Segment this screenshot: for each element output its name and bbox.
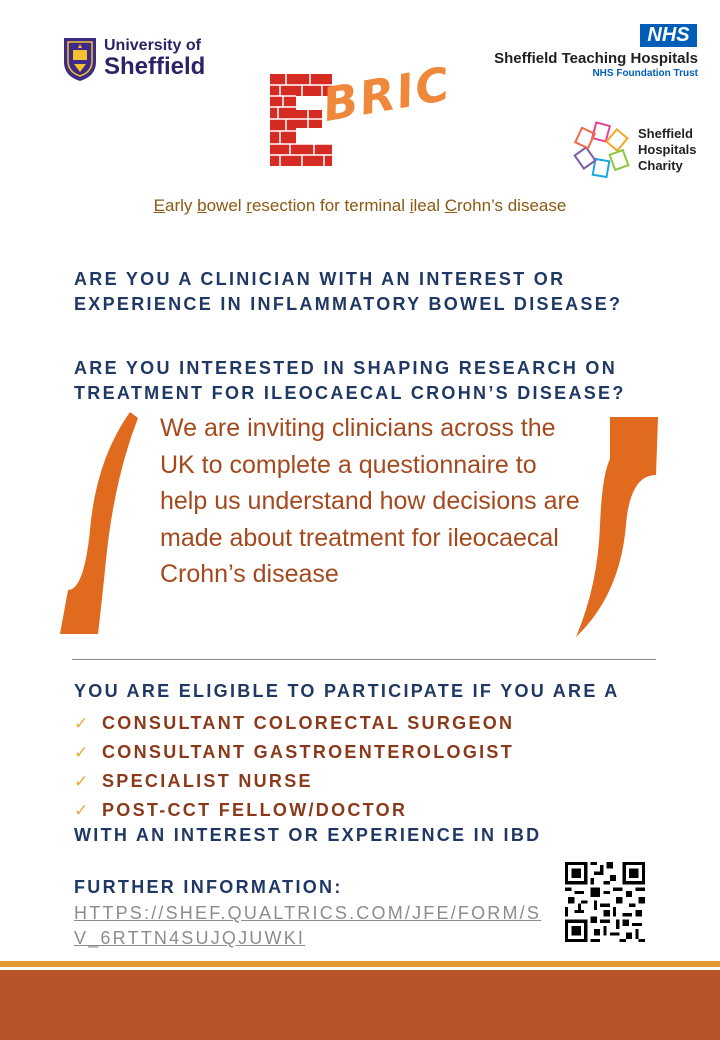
questionnaire-link[interactable]: HTTPS://SHEF.QUALTRICS.COM/JFE/FORM/SV_6RTTN4SUJQJUWKI bbox=[74, 903, 542, 948]
university-line1: University of bbox=[104, 37, 201, 54]
tagline-letter-e: E bbox=[153, 196, 165, 215]
tagline-part: esection for terminal bbox=[251, 196, 410, 215]
tagline-letter-i: i bbox=[409, 196, 414, 215]
ebric-logo bbox=[266, 56, 456, 170]
question-clinician: ARE YOU A CLINICIAN WITH AN INTEREST OR EXPERIENCE IN INFLAMMATORY BOWEL DISEASE? bbox=[74, 269, 623, 314]
study-tagline bbox=[0, 196, 720, 216]
eligibility-item-label: CONSULTANT GASTROENTEROLOGIST bbox=[102, 742, 515, 762]
list-item bbox=[74, 709, 514, 738]
further-info-title: FURTHER INFORMATION: bbox=[74, 877, 343, 897]
tagline-part: leal bbox=[413, 196, 445, 215]
charity-line1: Sheffield bbox=[638, 126, 693, 141]
charity-line2: Hospitals bbox=[638, 142, 697, 157]
checkmark-icon: ✓ bbox=[74, 801, 89, 820]
tagline-letter-c: C bbox=[444, 196, 457, 215]
nhs-trust-name: Sheffield Teaching Hospitals bbox=[494, 50, 698, 67]
nhs-badge: NHS bbox=[640, 24, 697, 47]
nhs-foundation-trust: NHS Foundation Trust bbox=[592, 68, 698, 79]
right-bracket-decoration bbox=[570, 415, 660, 640]
tagline-part: owel bbox=[206, 196, 247, 215]
footer-stripe bbox=[0, 961, 720, 967]
charity-line3: Charity bbox=[638, 158, 683, 173]
tagline-letter-r: r bbox=[246, 196, 252, 215]
qr-code-icon[interactable] bbox=[565, 862, 645, 942]
section-divider bbox=[72, 659, 656, 660]
university-crest-icon bbox=[62, 36, 98, 82]
eligibility-footer: WITH AN INTEREST OR EXPERIENCE IN IBD bbox=[74, 825, 542, 845]
charity-flower-icon bbox=[572, 120, 634, 182]
question-research: ARE YOU INTERESTED IN SHAPING RESEARCH ON TREATMENT FOR ILEOCAECAL CROHN’S DISEASE? bbox=[74, 358, 626, 403]
checkmark-icon: ✓ bbox=[74, 714, 89, 733]
list-item bbox=[74, 796, 514, 825]
eligibility-item-label: POST-CCT FELLOW/DOCTOR bbox=[102, 800, 408, 820]
checkmark-icon: ✓ bbox=[74, 743, 89, 762]
tagline-letter-b: b bbox=[197, 196, 207, 215]
eligibility-item-label: CONSULTANT COLORECTAL SURGEON bbox=[102, 713, 515, 733]
ebric-wordmark: BRIC bbox=[318, 56, 456, 132]
list-item bbox=[74, 767, 514, 796]
university-of-sheffield-logo bbox=[62, 36, 222, 84]
eligibility-item-label: SPECIALIST NURSE bbox=[102, 771, 313, 791]
footer-band bbox=[0, 970, 720, 1040]
eligibility-title: YOU ARE ELIGIBLE TO PARTICIPATE IF YOU ARE A bbox=[74, 681, 620, 701]
tagline-part: arly bbox=[165, 196, 198, 215]
left-bracket-decoration bbox=[60, 410, 140, 636]
sheffield-hospitals-charity-logo bbox=[572, 120, 707, 182]
university-line2: Sheffield bbox=[104, 53, 206, 80]
eligibility-list bbox=[74, 709, 514, 825]
checkmark-icon: ✓ bbox=[74, 772, 89, 791]
tagline-part: rohn’s disease bbox=[457, 196, 567, 215]
invitation-text: We are inviting clinicians across the UK to complete a questionnaire to help us understand how decisions are made about treatment for ileocaecal Crohn’s disease bbox=[160, 414, 580, 588]
list-item bbox=[74, 738, 514, 767]
